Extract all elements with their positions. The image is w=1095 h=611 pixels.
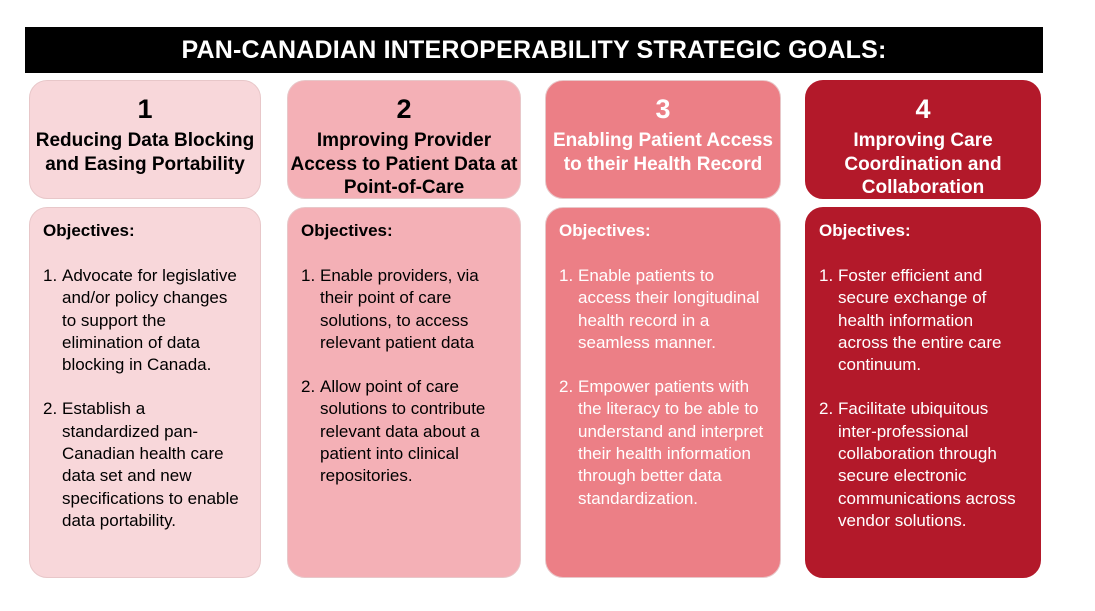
goal-2-number: 2 bbox=[396, 94, 412, 124]
goal-3-objectives-panel bbox=[545, 207, 781, 578]
goal-4-header bbox=[805, 80, 1041, 199]
objective-item bbox=[43, 398, 246, 532]
objective-number: 1. bbox=[43, 266, 58, 285]
objective-item bbox=[559, 265, 766, 354]
goal-4-title: Improving Care Coordination and Collaboration bbox=[844, 130, 1002, 198]
objective-item bbox=[301, 376, 506, 487]
goal-3-title: Enabling Patient Access to their Health Record bbox=[553, 130, 773, 175]
objective-item bbox=[819, 398, 1026, 532]
goal-1-objectives-panel bbox=[29, 207, 261, 578]
objectives-label: Objectives: bbox=[559, 221, 651, 240]
objective-item bbox=[559, 376, 766, 510]
objectives-list bbox=[301, 265, 506, 488]
objective-number: 2. bbox=[819, 399, 834, 419]
objective-number: 2. bbox=[559, 377, 574, 397]
goal-3-header bbox=[545, 80, 781, 199]
objective-number: 1. bbox=[819, 266, 834, 285]
objective-number: 1. bbox=[301, 266, 316, 285]
objectives-label: Objectives: bbox=[819, 221, 911, 240]
goal-3-number: 3 bbox=[655, 94, 671, 124]
objective-text: Foster efficient and secure exchange of health information across the entire care continuum. bbox=[838, 266, 1002, 375]
goal-2-objectives-panel bbox=[287, 207, 521, 578]
objectives-label: Objectives: bbox=[301, 221, 393, 240]
objective-text: Establish a standardized pan-Canadian health care data set and new specifications to enable data portability. bbox=[62, 399, 239, 530]
goal-1-header bbox=[29, 80, 261, 199]
goal-2-title: Improving Provider Access to Patient Data at Point-of-Care bbox=[290, 130, 518, 198]
objective-text: Enable patients to access their longitudinal health record in a seamless manner. bbox=[578, 266, 760, 352]
goal-4-number: 4 bbox=[915, 94, 931, 124]
goal-4-objectives-panel bbox=[805, 207, 1041, 578]
objective-number: 2. bbox=[43, 399, 58, 419]
goal-1-number: 1 bbox=[137, 94, 153, 124]
objectives-list bbox=[43, 265, 246, 532]
objective-item bbox=[819, 265, 1026, 376]
objective-text: Allow point of care solutions to contribute relevant data about a patient into clinical repositories. bbox=[320, 377, 486, 486]
objectives-label: Objectives: bbox=[43, 221, 135, 240]
objectives-list bbox=[559, 265, 766, 510]
page-title-banner: PAN-CANADIAN INTEROPERABILITY STRATEGIC GOALS: bbox=[25, 27, 1043, 73]
objective-text: Enable providers, via their point of care solutions, to access relevant patient data bbox=[320, 266, 479, 352]
objective-item bbox=[301, 265, 506, 354]
objective-item bbox=[43, 265, 246, 376]
goal-1-title: Reducing Data Blocking and Easing Portability bbox=[35, 130, 255, 175]
objective-number: 1. bbox=[559, 266, 574, 285]
objective-number: 2. bbox=[301, 377, 316, 397]
objectives-list bbox=[819, 265, 1026, 532]
objective-text: Facilitate ubiquitous inter-professional collaboration through secure electronic communications across vendor solutions. bbox=[838, 399, 1016, 530]
goal-2-header bbox=[287, 80, 521, 199]
objective-text: Advocate for legislative and/or policy changes to support the elimination of data blocking in Canada. bbox=[62, 266, 237, 375]
objective-text: Empower patients with the literacy to be able to understand and interpret their health information through better data standardization. bbox=[578, 377, 764, 508]
